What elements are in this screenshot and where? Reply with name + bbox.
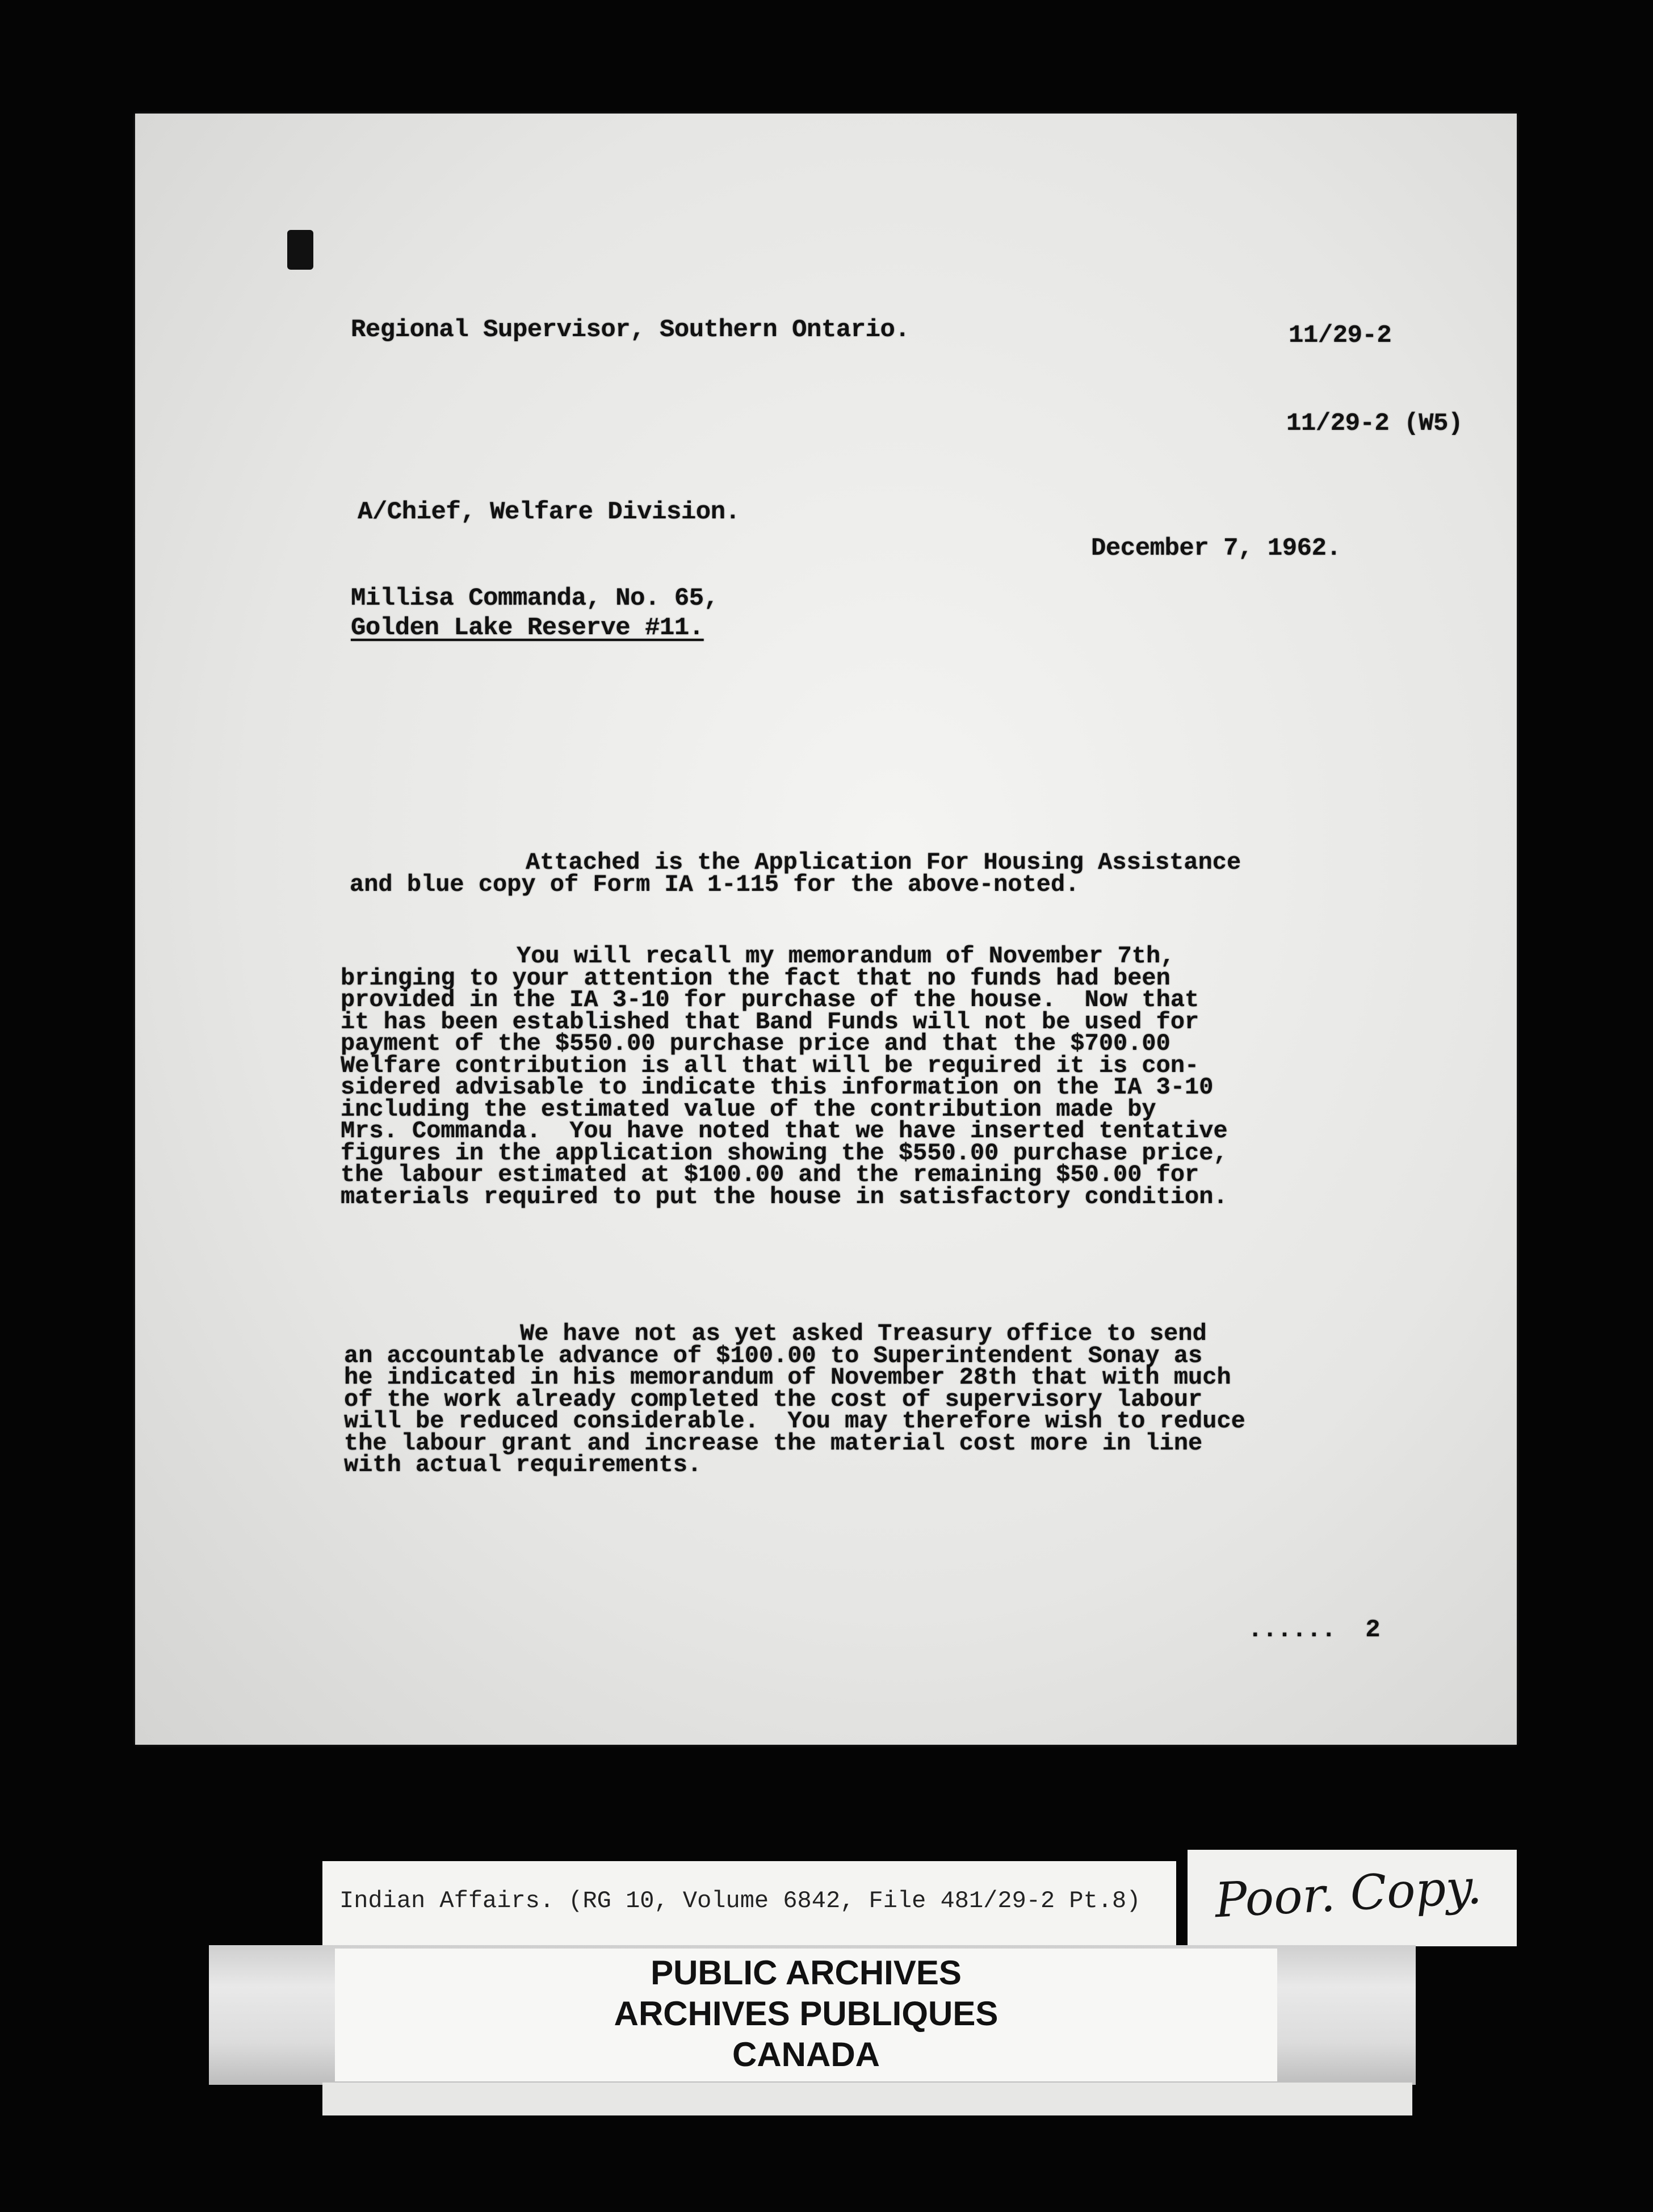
paragraph-2-line: materials required to put the house in satisfactory condition. bbox=[341, 1183, 1228, 1210]
paragraph-3-line: of the work already completed the cost of supervisory labour bbox=[344, 1385, 1203, 1413]
handwritten-note: Poor. Copy. bbox=[1213, 1858, 1483, 1929]
archive-reference-label bbox=[322, 1861, 1176, 1952]
paragraph-1 bbox=[350, 849, 1241, 898]
paragraph-3 bbox=[344, 1320, 1245, 1478]
paragraph-3-line: with actual requirements. bbox=[344, 1451, 702, 1478]
paragraph-2-line: provided in the IA 3-10 for purchase of the house. Now that bbox=[341, 986, 1199, 1013]
archive-stamp-base bbox=[322, 2083, 1412, 2115]
paragraph-2-line: sidered advisable to indicate this information on the IA 3-10 bbox=[341, 1074, 1214, 1101]
page-continuation: ...... 2 bbox=[1248, 1616, 1381, 1644]
paragraph-3-line: he indicated in his memorandum of November 28th that with much bbox=[344, 1364, 1231, 1391]
recipient-line: Regional Supervisor, Southern Ontario. bbox=[351, 316, 910, 344]
paragraph-1-line: and blue copy of Form IA 1-115 for the above-noted. bbox=[350, 870, 1080, 898]
subject-line-2: Golden Lake Reserve #11. bbox=[351, 614, 704, 642]
subject-line-1: Millisa Commanda, No. 65, bbox=[351, 584, 719, 613]
paragraph-3-line: will be reduced considerable. You may therefore wish to reduce bbox=[344, 1407, 1245, 1435]
paragraph-3-line: We have not as yet asked Treasury office to send bbox=[520, 1320, 1207, 1347]
archive-stamp bbox=[335, 1949, 1277, 2081]
handwritten-note-box bbox=[1188, 1850, 1517, 1946]
paragraph-2-line: the labour estimated at $100.00 and the remaining $50.00 for bbox=[341, 1161, 1199, 1188]
punch-mark bbox=[287, 230, 313, 270]
paragraph-2-line: bringing to your attention the fact that no funds had been bbox=[341, 964, 1170, 992]
file-reference-1: 11/29-2 bbox=[1289, 321, 1392, 350]
file-reference-2: 11/29-2 (W5) bbox=[1286, 409, 1463, 438]
paragraph-2-line: figures in the application showing the $550.00 purchase price, bbox=[341, 1139, 1228, 1167]
paragraph-1-line: Attached is the Application For Housing Assistance bbox=[526, 849, 1241, 876]
paragraph-2-line: You will recall my memorandum of November 7th, bbox=[517, 942, 1175, 970]
paragraph-2 bbox=[341, 942, 1228, 1210]
sender-line: A/Chief, Welfare Division. bbox=[358, 498, 740, 526]
paragraph-2-line: Mrs. Commanda. You have noted that we have inserted tentative bbox=[341, 1117, 1228, 1145]
paragraph-2-line: payment of the $550.00 purchase price and that the $700.00 bbox=[341, 1030, 1170, 1057]
stamp-line-2: ARCHIVES PUBLIQUES bbox=[614, 1995, 998, 2033]
paragraph-2-line: including the estimated value of the contribution made by bbox=[341, 1095, 1156, 1123]
letter-date: December 7, 1962. bbox=[1091, 534, 1341, 563]
paragraph-2-line: Welfare contribution is all that will be required it is con- bbox=[341, 1051, 1199, 1079]
stamp-line-1: PUBLIC ARCHIVES bbox=[651, 1954, 962, 1992]
paragraph-3-line: the labour grant and increase the material cost more in line bbox=[344, 1429, 1203, 1457]
stamp-line-3: CANADA bbox=[732, 2035, 880, 2073]
paragraph-3-line: an accountable advance of $100.00 to Superintendent Sonay as bbox=[344, 1342, 1203, 1369]
paragraph-2-line: it has been established that Band Funds will not be used for bbox=[341, 1008, 1199, 1036]
archive-reference: Indian Affairs. (RG 10, Volume 6842, File 481/29-2 Pt.8) bbox=[339, 1887, 1141, 1914]
letter-page bbox=[135, 114, 1517, 1745]
